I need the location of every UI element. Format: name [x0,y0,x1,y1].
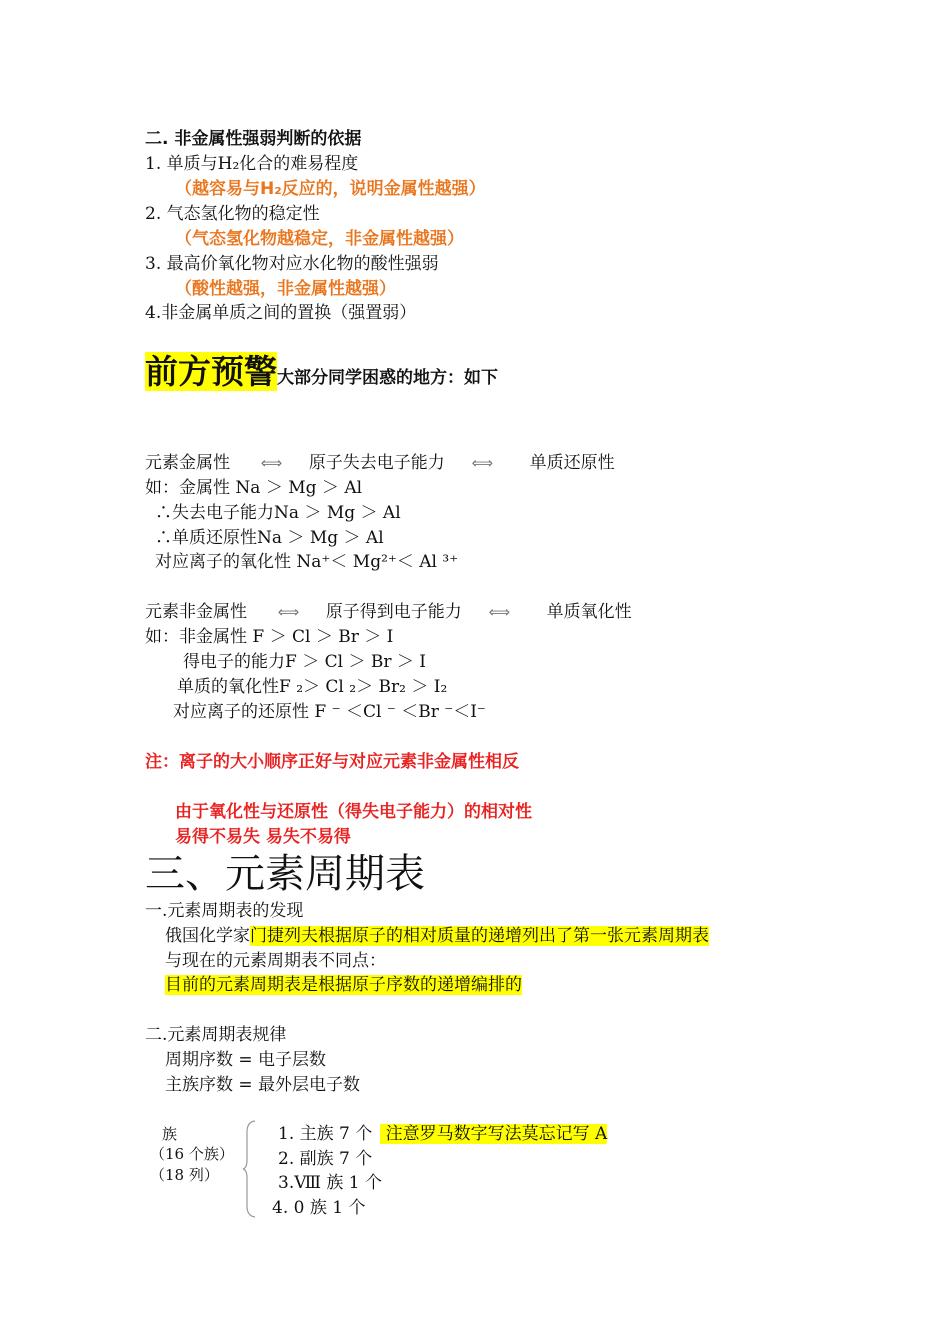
highlighted-paragraph [165,974,522,996]
group-label: （18 列） [150,1166,219,1184]
group-label: （16 个族） [150,1145,234,1163]
list-item: 4.非金属单质之间的置换（强置弱） [145,303,417,323]
example-line: 对应离子的还原性 F ⁻ ＜Cl ⁻ ＜Br ⁻＜I⁻ [173,702,486,722]
chain-item: 单质氧化性 [546,602,632,622]
rule-line: 主族序数 = 最外层电子数 [165,1075,361,1095]
note-text: （气态氢化物越稳定，非金属性越强） [175,229,464,249]
list-item: 3. 最高价氧化物对应水化物的酸性强弱 [145,254,439,274]
warning-text: 大部分同学困惑的地方：如下 [277,368,498,388]
example-line: ∴单质还原性Na ＞ Mg ＞ Al [155,528,384,548]
group-item: 4. 0 族 1 个 [272,1198,366,1218]
brace-icon [242,1120,256,1218]
double-arrow-icon: ⟺ [488,603,510,621]
example-line: 得电子的能力F ＞ Cl ＞ Br ＞ I [183,652,426,672]
group-item [278,1123,607,1145]
subheading: 二.元素周期表规律 [145,1025,287,1045]
list-item: 1. 单质与H₂化合的难易程度 [145,154,359,174]
highlighted-text: 门捷列夫根据原子的相对质量的递增列出了第一张元素周期表 [250,926,709,946]
example-line: 对应离子的氧化性 Na⁺＜ Mg²⁺＜ Al ³⁺ [155,552,459,572]
note-red: 易得不易失 易失不易得 [175,827,351,847]
note-text: （酸性越强，非金属性越强） [175,279,396,299]
highlighted-text: 注意罗马数字写法莫忘记写 A [380,1124,608,1144]
example-line: 如：非金属性 F ＞ Cl ＞ Br ＞ I [145,627,394,647]
double-arrow-icon: ⟺ [260,454,283,472]
example-line: 单质的氧化性F ₂＞ Cl ₂＞ Br₂ ＞ I₂ [177,677,448,697]
page-title: 三、元素周期表 [145,851,425,897]
note-red: 由于氧化性与还原性（得失电子能力）的相对性 [175,802,532,822]
chain-item: 原子失去电子能力 [308,453,445,473]
group-item-text: 1. 主族 7 个 [278,1124,373,1144]
chain-item: 元素非金属性 [145,602,247,622]
example-line: ∴失去电子能力Na ＞ Mg ＞ Al [155,503,401,523]
paragraph-text: 俄国化学家 [165,926,250,946]
warning-line [145,352,498,396]
double-arrow-icon: ⟺ [277,603,300,621]
highlighted-text: 目前的元素周期表是根据原子序数的递增编排的 [165,975,522,995]
nonmetal-chain [145,601,632,623]
chain-item: 单质还原性 [529,453,615,473]
list-item: 2. 气态氢化物的稳定性 [145,204,320,224]
example-line: 如：金属性 Na ＞ Mg ＞ Al [145,478,363,498]
subheading: 一.元素周期表的发现 [145,901,304,921]
warning-highlight: 前方预警 [145,352,277,391]
group-item: 3.Ⅷ 族 1 个 [278,1173,383,1193]
double-arrow-icon: ⟺ [471,454,493,472]
chain-item: 元素金属性 [145,453,230,473]
group-label: 族 [162,1125,178,1143]
paragraph: 与现在的元素周期表不同点： [165,951,386,971]
group-item: 2. 副族 7 个 [278,1149,373,1169]
section-heading: 二. 非金属性强弱判断的依据 [145,129,362,149]
note-red: 注：离子的大小顺序正好与对应元素非金属性相反 [145,752,519,772]
note-text: （越容易与H₂反应的，说明金属性越强） [175,179,486,199]
paragraph [165,925,709,947]
chain-item: 原子得到电子能力 [325,602,462,622]
metal-chain [145,452,615,474]
rule-line: 周期序数 = 电子层数 [165,1050,327,1070]
